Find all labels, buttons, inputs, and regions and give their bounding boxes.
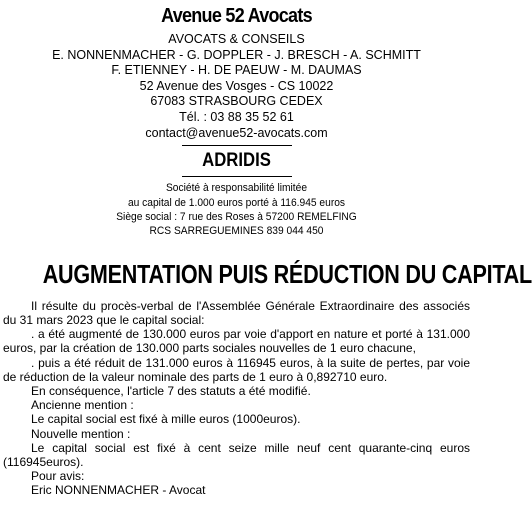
paragraph: Nouvelle mention : (31, 426, 131, 441)
paragraph: Le capital social est fixé à mille euros (1000euros). (31, 412, 301, 427)
paragraph: Ancienne mention : (31, 398, 134, 413)
paragraph: Il résulte du procès-verbal de l'Assemblée Générale Extraordinaire des associés du 31 mars 2023 que le capital social: (3, 298, 470, 327)
company-block (3, 150, 470, 239)
company-rcs: RCS SARREGUEMINES 839 044 450 (149, 225, 324, 238)
notice-headline: AUGMENTATION PUIS RÉDUCTION DU CAPITAL (42, 258, 532, 289)
paragraph: Pour avis: (31, 469, 85, 484)
paragraph: . a été augmenté de 130.000 euros par voie d'apport en nature et porté à 131.000 euros, par la création de 130.000 parts sociales nouvelles de 1 euro chacune, (3, 327, 470, 356)
company-name: ADRIDIS (202, 150, 271, 172)
separator-rule (182, 145, 292, 146)
firm-email: contact@avenue52-avocats.com (145, 125, 328, 140)
signature: Eric NONNENMACHER - Avocat (31, 483, 206, 498)
company-capital: au capital de 1.000 euros porté à 116.945 euros (127, 196, 346, 209)
firm-header (3, 4, 470, 146)
company-legal-form: Société à responsabilité limitée (165, 182, 308, 195)
firm-phone: Tél. : 03 88 35 52 61 (179, 109, 294, 124)
separator-rule (182, 176, 292, 177)
paragraph: En conséquence, l'article 7 des statuts a été modifié. (31, 384, 311, 398)
notice-body (3, 299, 470, 498)
paragraph: . puis a été réduit de 131.000 euros à 116945 euros, à la suite de pertes, par voie de réduction de la valeur nominale des parts de 1 euro à 0,892710 euro. (3, 355, 470, 384)
firm-address-street: 52 Avenue des Vosges - CS 10022 (139, 78, 334, 93)
firm-tagline: AVOCATS & CONSEILS (168, 32, 305, 46)
firm-partners-line-2: F. ETIENNEY - H. DE PAEUW - M. DAUMAS (111, 63, 362, 78)
firm-partners-line-1: E. NONNENMACHER - G. DOPPLER - J. BRESCH - A. SCHMITT (52, 47, 421, 62)
firm-details (3, 32, 470, 141)
firm-name: Avenue 52 Avocats (161, 5, 312, 27)
paragraph: Le capital social est fixé à cent seize mille neuf cent quarante-cinq euros (116945euros). (3, 440, 470, 470)
company-details (19, 181, 453, 239)
legal-notice (0, 4, 532, 518)
firm-address-city: 67083 STRASBOURG CEDEX (150, 94, 323, 109)
company-registered-office: Siège social : 7 rue des Roses à 57200 REMELFING (116, 210, 357, 223)
